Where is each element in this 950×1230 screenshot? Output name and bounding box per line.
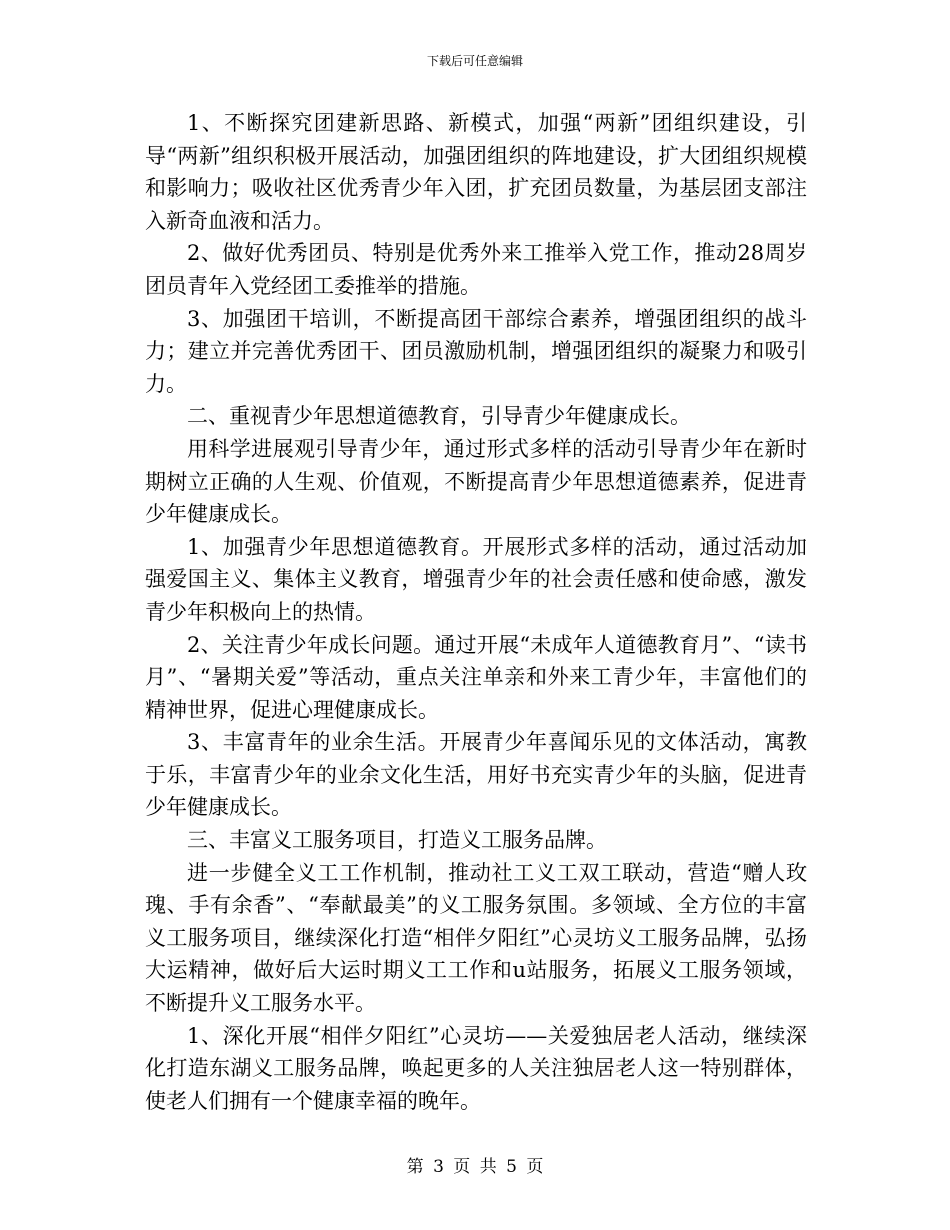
section-heading: 三、丰富义工服务项目，打造义工服务品牌。 [187,828,607,853]
section-heading: 二、重视青少年思想道德教育，引导青少年健康成长。 [187,404,691,429]
document-body [145,107,807,1117]
paragraph: 3、丰富青年的业余生活。开展青少年喜闻乐见的文体活动，寓教于乐，丰富青少年的业余文化生活，用好书充实青少年的头脑，促进青少年健康成长。 [145,730,807,820]
paragraph: 1、深化开展“相伴夕阳红”心灵坊——关爱独居老人活动，继续深化打造东湖义工服务品牌，唤起更多的人关注独居老人这一特别群体，使老人们拥有一个健康幸福的晚年。 [145,1023,807,1113]
paragraph: 用科学进展观引导青少年，通过形式多样的活动引导青少年在新时期树立正确的人生观、价值观，不断提高青少年思想道德素养，促进青少年健康成长。 [145,436,807,527]
paragraph: 进一步健全义工工作机制，推动社工义工双工联动，营造“赠人玫瑰、手有余香”、“奉献最美”的义工服务氛围。多领域、全方位的丰富义工服务项目，继续深化打造“相伴夕阳红”心灵坊义工服务品牌，弘扬大运精神，做好后大运时期义工工作和u站服务，拓展义工服务领域，不断提升义工服务水平。 [145,860,807,1016]
paragraph: 2、做好优秀团员、特别是优秀外来工推举入党工作，推动28周岁团员青年入党经团工委推举的措施。 [145,241,807,298]
paragraph: 1、加强青少年思想道德教育。开展形式多样的活动，通过活动加强爱国主义、集体主义教育，增强青少年的社会责任感和使命感，激发青少年积极向上的热情。 [145,534,807,624]
page-header-note: 下载后可任意编辑 [426,54,523,68]
page-number: 第 3 页 共 5 页 [406,1157,544,1177]
paragraph: 2、关注青少年成长问题。通过开展“未成年人道德教育月”、“读书月”、“暑期关爱”等活动，重点关注单亲和外来工青少年，丰富他们的精神世界，促进心理健康成长。 [145,632,807,722]
paragraph: 1、不断探究团建新思路、新模式，加强“两新”团组织建设，引导“两新”组织积极开展活动，加强团组织的阵地建设，扩大团组织规模和影响力；吸收社区优秀青少年入团，扩充团员数量，为基层团支部注入新奇血液和活力。 [145,111,807,233]
paragraph: 3、加强团干培训，不断提高团干部综合素养，增强团组织的战斗力；建立并完善优秀团干、团员激励机制，增强团组织的凝聚力和吸引力。 [145,306,807,396]
